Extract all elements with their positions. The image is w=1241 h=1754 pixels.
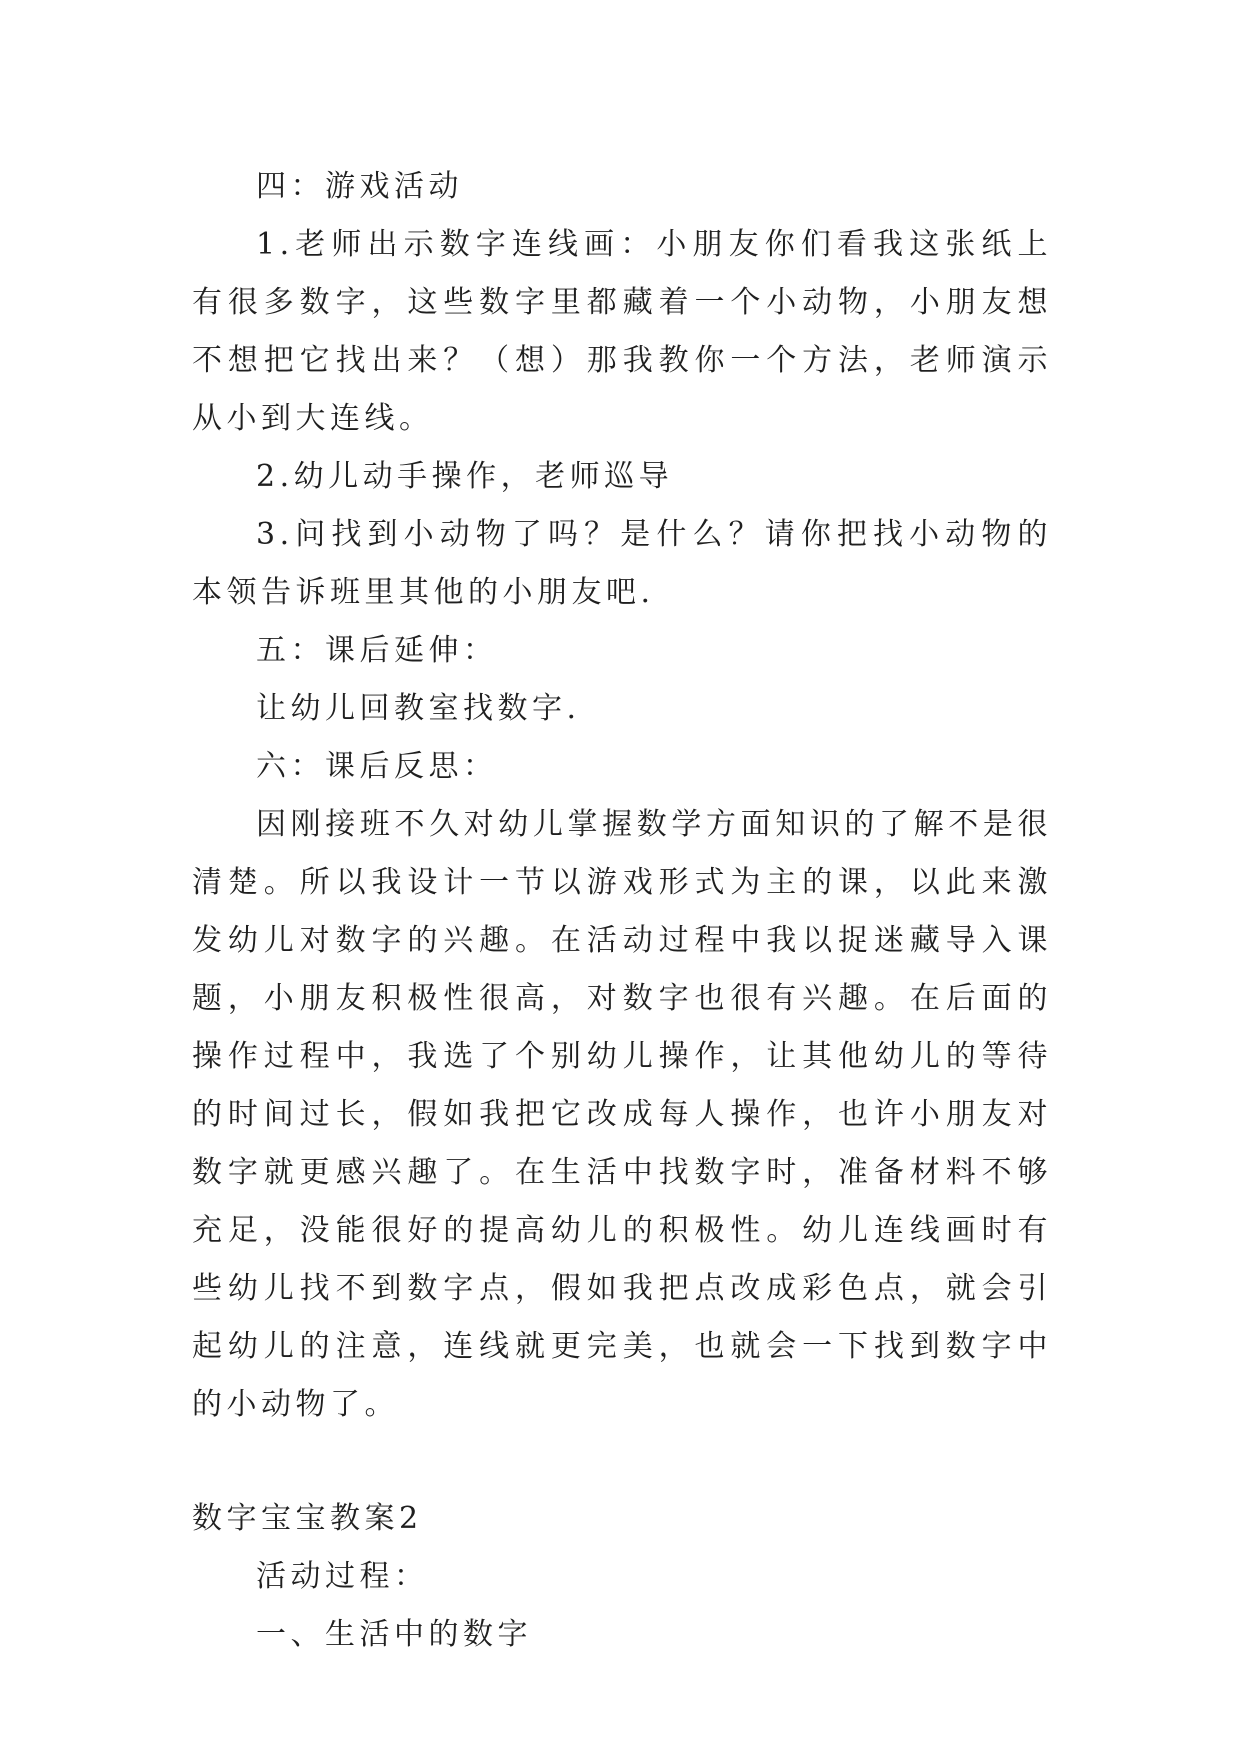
paragraph-step-3: 3.问找到小动物了吗？是什么？请你把找小动物的本领告诉班里其他的小朋友吧. <box>192 517 1052 610</box>
document-body <box>192 158 1052 1664</box>
paragraph-step-1: 1.老师出示数字连线画：小朋友你们看我这张纸上有很多数字，这些数字里都藏着一个小动物，小朋友想不想把它找出来？（想）那我教你一个方法，老师演示从小到大连线。 <box>192 227 1052 436</box>
section-heading-extension: 五：课后延伸： <box>256 633 498 668</box>
section-heading-reflection: 六：课后反思： <box>256 749 498 784</box>
paragraph-step-2: 2.幼儿动手操作，老师巡导 <box>256 459 674 494</box>
section-heading-game-activity: 四：游戏活动 <box>256 169 463 204</box>
section-heading-numbers-in-life: 一、生活中的数字 <box>256 1617 532 1652</box>
document-title: 数字宝宝教案2 <box>192 1501 423 1536</box>
section-heading-process: 活动过程： <box>256 1559 429 1594</box>
paragraph-extension: 让幼儿回教室找数字. <box>256 691 581 726</box>
paragraph-reflection: 因刚接班不久对幼儿掌握数学方面知识的了解不是很清楚。所以我设计一节以游戏形式为主的课，以此来激发幼儿对数字的兴趣。在活动过程中我以捉迷藏导入课题，小朋友积极性很高，对数字也很有兴趣。在后面的操作过程中，我选了个别幼儿操作，让其他幼儿的等待的时间过长，假如我把它改成每人操作，也许小朋友对数字就更感兴趣了。在生活中找数字时，准备材料不够充足，没能很好的提高幼儿的积极性。幼儿连线画时有些幼儿找不到数字点，假如我把点改成彩色点，就会引起幼儿的注意，连线就更完美，也就会一下找到数字中的小动物了。 <box>192 807 1052 1422</box>
